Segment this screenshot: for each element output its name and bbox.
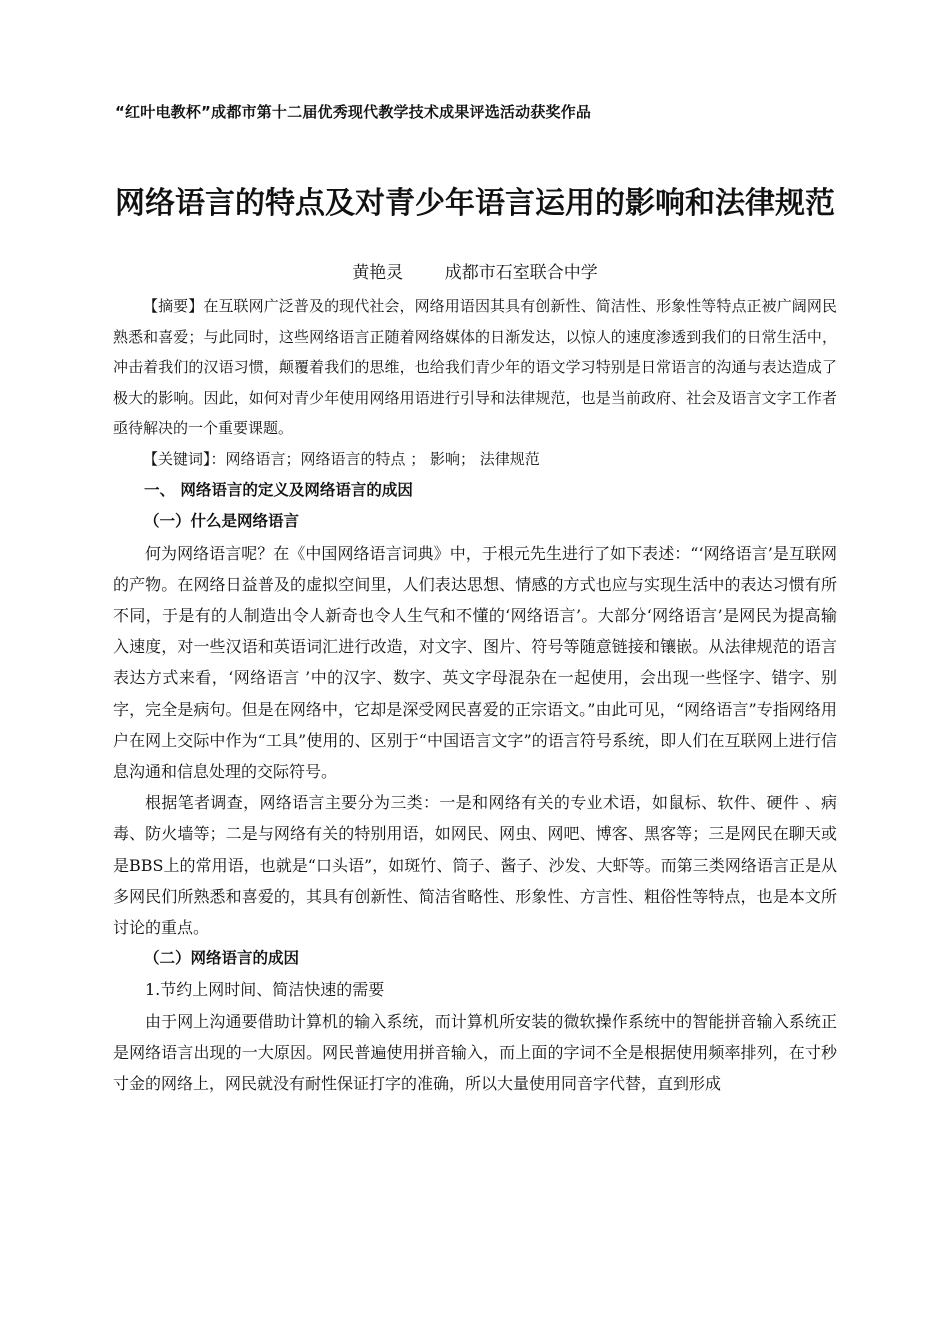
author-line xyxy=(0,258,950,283)
section-heading-1: 一、 网络语言的定义及网络语言的成因 xyxy=(144,481,413,500)
page-title: 网络语言的特点及对青少年语言运用的影响和法律规范 xyxy=(115,186,835,221)
author-name: 黄艳灵 xyxy=(352,263,404,283)
subsection-heading-1-2: （二）网络语言的成因 xyxy=(144,949,300,968)
article-body xyxy=(113,291,837,1099)
author-school: 成都市石室联合中学 xyxy=(444,263,598,283)
body-paragraph-2: 根据笔者调查，网络语言主要分为三类：一是和网络有关的专业术语，如鼠标、软件、硬件 、病毒、防火墙等；二是与网络有关的特别用语，如网民、网虫、网吧、博客、黑客等；三是网民在聊天或是BBS上的常用语，也就是“口头语”，如斑竹、筒子、酱子、沙发、大虾等。而第三类网络语言正是从多网民们所熟悉和喜爱的，其具有创新性、简洁省略性、形象性、方言性、粗俗性等特点，也是本文所讨论的重点。 xyxy=(113,793,837,938)
abstract-paragraph: 【摘要】在互联网广泛普及的现代社会，网络用语因其具有创新性、简洁性、形象性等特点正被广阔网民熟悉和喜爱；与此同时，这些网络语言正随着网络媒体的日渐发达，以惊人的速度渗透到我们的日常生活中，冲击着我们的汉语习惯，颠覆着我们的思维，也给我们青少年的语文学习特别是日常语言的沟通与表达造成了极大的影响。因此，如何对青少年使用网络用语进行引导和法律规范，也是当前政府、社会及语言文字工作者亟待解决的一个重要课题。 xyxy=(113,297,837,438)
keywords-line: 【关键词】：网络语言；网络语言的特点 ； 影响； 法律规范 xyxy=(143,449,540,468)
body-paragraph-1: 何为网络语言呢？在《中国网络语言词典》中，于根元先生进行了如下表述：“‘网络语言’是互联网的产物。在网络日益普及的虚拟空间里，人们表达思想、情感的方式也应与实现生活中的表达习惯有所不同，于是有的人制造出令人新奇也令人生气和不懂的‘网络语言’。大部分‘网络语言’是网民为提高输入速度，对一些汉语和英语词汇进行改造，对文字、图片、符号等随意链接和镶嵌。从法律规范的语言表达方式来看，‘网络语言 ’中的汉字、数字、英文字母混杂在一起使用，会出现一些怪字、错字、别字，完全是病句。但是在网络中，它却是深受网民喜爱的正宗语文。”由此可见，“网络语言”专指网络用户在网上交际中作为“工具”使用的、区别于“中国语言文字”的语言符号系统，即人们在互联网上进行信息沟通和信息处理的交际符号。 xyxy=(113,543,837,781)
numbered-heading-1: 1.节约上网时间、简洁快速的需要 xyxy=(145,980,385,1000)
subsection-heading-1-1: （一）什么是网络语言 xyxy=(144,512,300,531)
award-header-note: “红叶电教杯”成都市第十二届优秀现代教学技术成果评选活动获奖作品 xyxy=(115,103,592,121)
body-paragraph-3: 由于网上沟通要借助计算机的输入系统，而计算机所安装的微软操作系统中的智能拼音输入系统正是网络语言出现的一大原因。网民普遍使用拼音输入，而上面的字词不全是根据使用频率排列，在寸秒寸金的网络上，网民就没有耐性保证打字的准确，所以大量使用同音字代替，直到形成 xyxy=(113,1011,837,1094)
